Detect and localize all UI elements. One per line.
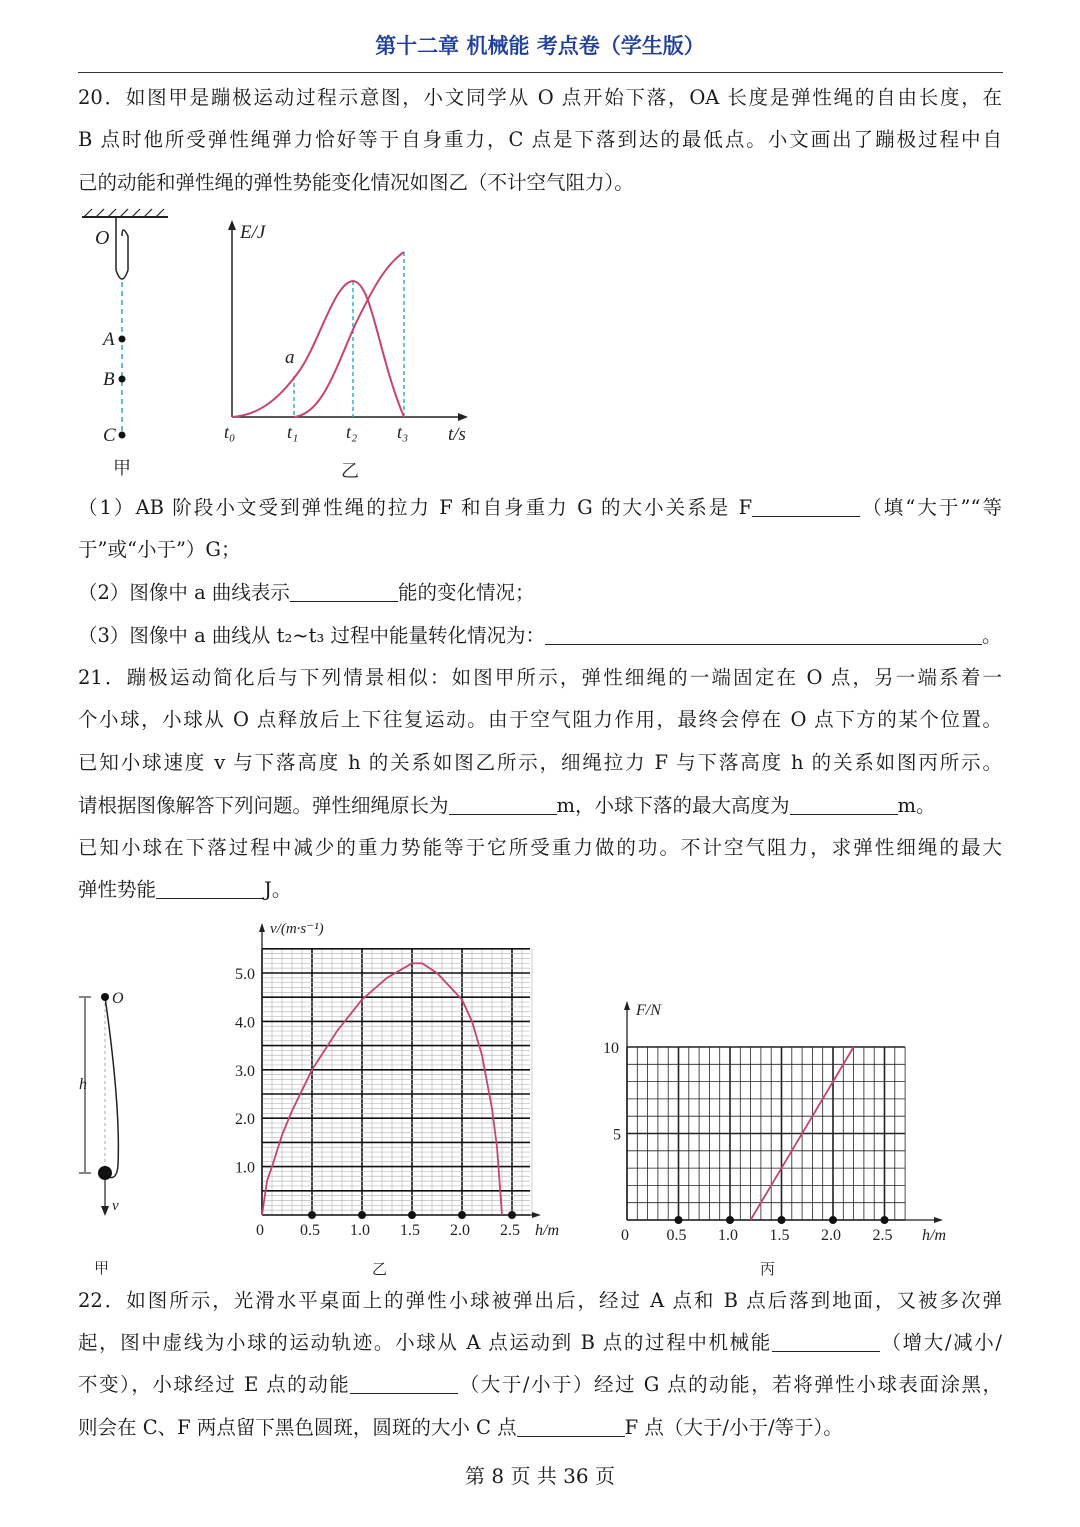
arrow-icon xyxy=(259,923,265,932)
caption-yi: 乙 xyxy=(341,461,359,481)
arrow-icon xyxy=(624,1001,630,1010)
x-tick-label: 1.0 xyxy=(350,1222,370,1239)
page-header-title: 第十二章 机械能 考点卷（学生版） xyxy=(375,34,705,58)
x-axis-label: h/m xyxy=(535,1222,559,1239)
q21-text: m，小球下落的最大高度为 xyxy=(556,794,790,817)
x-tick-label: 2.0 xyxy=(450,1222,470,1239)
q20-sub2-text: 能的变化情况； xyxy=(397,581,535,604)
page-footer: 第 8 页 共 36 页 xyxy=(465,1464,615,1488)
q21-line: 已知小球在下落过程中减少的重力势能等于它所受重力做的功。不计空气阻力，求弹性细绳的最大 xyxy=(78,836,1002,859)
q20-sub1-cont: 于”或“小于”）G； xyxy=(78,538,241,561)
q20-sub3-text: 。 xyxy=(981,624,1002,647)
label-b: B xyxy=(103,369,115,390)
q22-text: （增大/减小/ xyxy=(879,1331,1002,1354)
q21-text: m。 xyxy=(897,794,936,817)
q21-text: J。 xyxy=(264,878,292,901)
x-tick-label: 2.5 xyxy=(500,1222,520,1239)
q22-text: 则会在 C、F 两点留下黑色圆斑，圆斑的大小 C 点 xyxy=(78,1416,517,1439)
tick-t1: t₁ xyxy=(287,422,299,442)
x-tick-label: 1.0 xyxy=(718,1227,738,1244)
y-tick-label: 3.0 xyxy=(235,1062,255,1080)
q22-text: 不变），小球经过 E 点的动能 xyxy=(78,1373,351,1396)
point-b xyxy=(119,376,126,383)
x-tick-label: 1.5 xyxy=(769,1227,790,1244)
x-tick-label: 0 xyxy=(621,1227,629,1244)
point-c xyxy=(119,432,126,439)
label-a: A xyxy=(103,329,115,350)
y-axis-label: F/N xyxy=(636,1002,661,1019)
y-tick-label: 10 xyxy=(603,1040,619,1057)
q21-text: 弹性势能 xyxy=(78,878,157,901)
arrow-icon xyxy=(101,1206,109,1216)
ceiling-hatch xyxy=(84,209,164,217)
label-v: v xyxy=(112,1198,119,1214)
rope-icon xyxy=(105,997,118,1178)
axis-dot xyxy=(308,1211,316,1219)
rope-icon xyxy=(116,217,128,279)
tick-t3: t₃ xyxy=(397,422,409,442)
arrow-icon xyxy=(228,220,236,230)
q20-line: 20．如图甲是蹦极运动过程示意图，小文同学从 O 点开始下落，OA 长度是弹性绳的自由长度，在 xyxy=(78,86,1002,109)
axis-dot xyxy=(726,1216,734,1224)
tick-t2: t₂ xyxy=(346,422,358,442)
y-tick-label: 2.0 xyxy=(235,1111,255,1129)
x-axis-label: t/s xyxy=(448,424,466,445)
label-h: h xyxy=(79,1076,87,1093)
f-h-chart xyxy=(603,1001,946,1278)
axis-dot xyxy=(778,1216,786,1224)
q20-sub3-text: （3）图像中 a 曲线从 t₂~t₃ 过程中能量转化情况为： xyxy=(78,624,545,647)
tick-t0: t₀ xyxy=(224,422,236,442)
axis-dot xyxy=(358,1211,366,1219)
axis-dot xyxy=(881,1216,889,1224)
y-tick-label: 5.0 xyxy=(235,966,255,983)
q20-line: B 点时他所受弹性绳弹力恰好等于自身重力，C 点是下落到达的最低点。小文画出了蹦极过程中自 xyxy=(78,128,1002,151)
x-tick-label: 0 xyxy=(256,1222,264,1239)
caption-bing: 丙 xyxy=(760,1262,776,1278)
arrow-icon xyxy=(458,413,468,421)
y-tick-label: 4.0 xyxy=(235,1014,255,1032)
arrow-icon xyxy=(532,1212,541,1218)
q21-text: 请根据图像解答下列问题。弹性细绳原长为 xyxy=(78,794,449,817)
q20-fig-yi xyxy=(224,220,468,481)
q21-line: 已知小球速度 v 与下落高度 h 的关系如图乙所示，细绳拉力 F 与下落高度 h 的关系如图丙所示。 xyxy=(78,751,1002,774)
q20-fig-jia xyxy=(82,209,168,478)
axis-dot xyxy=(408,1211,416,1219)
axis-dot xyxy=(508,1211,516,1219)
q22-text: F 点（大于/小于/等于）。 xyxy=(624,1416,843,1439)
q20-sub1-text: （1）AB 阶段小文受到弹性绳的拉力 F 和自身重力 G 的大小关系是 F xyxy=(78,496,753,519)
x-tick-label: 0.5 xyxy=(666,1227,687,1244)
q20-sub1-text: （填“大于”“等 xyxy=(860,496,1002,519)
caption-jia: 甲 xyxy=(113,458,131,478)
q22-text: 起，图中虚线为小球的运动轨迹。小球从 A 点运动到 B 点的过程中机械能 xyxy=(78,1331,772,1354)
q21-fig-jia xyxy=(79,990,124,1277)
curve-label-a: a xyxy=(285,347,295,368)
q21-line: 个小球，小球从 O 点释放后上下往复运动。由于空气阻力作用，最终会停在 O 点下方的某个位置。 xyxy=(78,708,1002,731)
y-axis-label: E/J xyxy=(240,222,266,243)
point-o xyxy=(101,993,109,1001)
q22-text: （大于/小于）经过 G 点的动能，若将弹性小球表面涂黑， xyxy=(458,1373,1002,1396)
x-tick-label: 0.5 xyxy=(300,1222,320,1239)
dashed-guides xyxy=(294,252,404,417)
label-c: C xyxy=(103,425,116,446)
arrow-icon xyxy=(934,1217,943,1223)
axis-dot xyxy=(675,1216,683,1224)
y-tick-label: 1.0 xyxy=(235,1159,255,1177)
q22-line: 22．如图所示，光滑水平桌面上的弹性小球被弹出后，经过 A 点和 B 点后落到地面，又被多次弹 xyxy=(78,1289,1002,1312)
label-o: O xyxy=(112,990,124,1007)
axis-dot xyxy=(829,1216,837,1224)
ball-icon xyxy=(98,1166,112,1180)
q20-line: 己的动能和弹性绳的弹性势能变化情况如图乙（不计空气阻力）。 xyxy=(78,171,634,194)
caption-jia: 甲 xyxy=(94,1261,110,1277)
x-tick-label: 2.5 xyxy=(872,1227,893,1244)
label-o: O xyxy=(95,227,110,249)
x-tick-label: 2.0 xyxy=(821,1227,841,1244)
q21-line: 21．蹦极运动简化后与下列情景相似：如图甲所示，弹性细绳的一端固定在 O 点，另一端系着一 xyxy=(78,666,1002,689)
y-axis-label: v/(m·s⁻¹) xyxy=(270,921,324,937)
elastic-energy-curve xyxy=(294,252,404,417)
axis-dot xyxy=(458,1211,466,1219)
point-a xyxy=(119,336,126,343)
q20-sub2-text: （2）图像中 a 曲线表示 xyxy=(78,581,290,604)
caption-yi: 乙 xyxy=(372,1262,388,1278)
x-axis-label: h/m xyxy=(922,1227,946,1244)
v-h-chart xyxy=(235,921,559,1278)
v-h-grid xyxy=(262,949,532,1215)
x-tick-label: 1.5 xyxy=(400,1222,420,1239)
y-tick-label: 5 xyxy=(613,1126,621,1144)
kinetic-energy-curve xyxy=(232,281,404,417)
